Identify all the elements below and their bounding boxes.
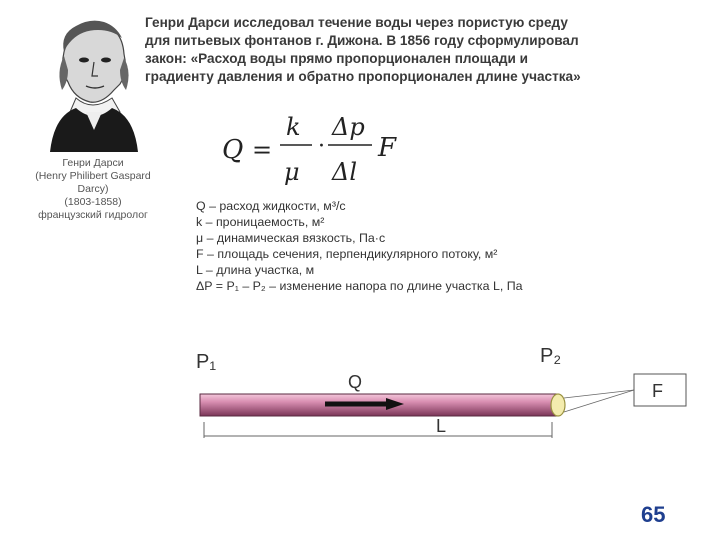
label-p1: P₁ [196, 351, 217, 373]
formula-dp: Δp [332, 113, 365, 141]
formula-f: F [378, 133, 397, 163]
page-number: 65 [641, 502, 666, 527]
portrait-henry-darcy [42, 12, 142, 152]
caption-line: Darcy) [77, 183, 109, 195]
caption-line: Генри Дарси [62, 157, 124, 169]
definition-item: L – длина участка, м [196, 263, 315, 277]
caption-line: французский гидролог [38, 209, 148, 221]
formula-k: k [286, 113, 301, 141]
formula-q: Q [222, 135, 244, 165]
callout-line [564, 390, 634, 398]
label-l: L [436, 416, 447, 436]
portrait-caption [18, 157, 168, 222]
formula-dot: · [318, 134, 325, 159]
formula-dl: Δl [332, 158, 358, 186]
pipe-cross-section [551, 394, 565, 416]
definition-item: Q – расход жидкости, м³/с [196, 199, 346, 213]
definition-item: μ – динамическая вязкость, Па·с [196, 231, 386, 245]
formula-mu: μ [284, 158, 300, 186]
intro-paragraph [145, 14, 705, 86]
label-p2: P₂ [540, 345, 562, 367]
darcy-pipe-diagram [180, 340, 700, 450]
darcy-formula [222, 110, 422, 190]
definition-item: k – проницаемость, м² [196, 215, 325, 229]
label-q: Q [348, 372, 363, 392]
intro-line: для питьевых фонтанов г. Дижона. В 1856 году сформулировал [145, 33, 579, 48]
definition-item: ΔP = P₁ – P₂ – изменение напора по длине участка L, Па [196, 279, 523, 293]
intro-line: закон: «Расход воды прямо пропорционален площади и [145, 51, 528, 66]
caption-line: (Henry Philibert Gaspard [35, 170, 151, 182]
intro-line: Генри Дарси исследовал течение воды через пористую среду [145, 15, 568, 30]
caption-line: (1803-1858) [64, 196, 122, 208]
callout-line [564, 390, 634, 412]
label-f: F [652, 381, 663, 401]
formula-equals: = [252, 136, 273, 164]
definition-item: F – площадь сечения, перпендикулярного потоку, м² [196, 247, 498, 261]
intro-line: градиенту давления и обратно пропорционален длине участка» [145, 69, 581, 84]
definitions-list [196, 198, 523, 294]
